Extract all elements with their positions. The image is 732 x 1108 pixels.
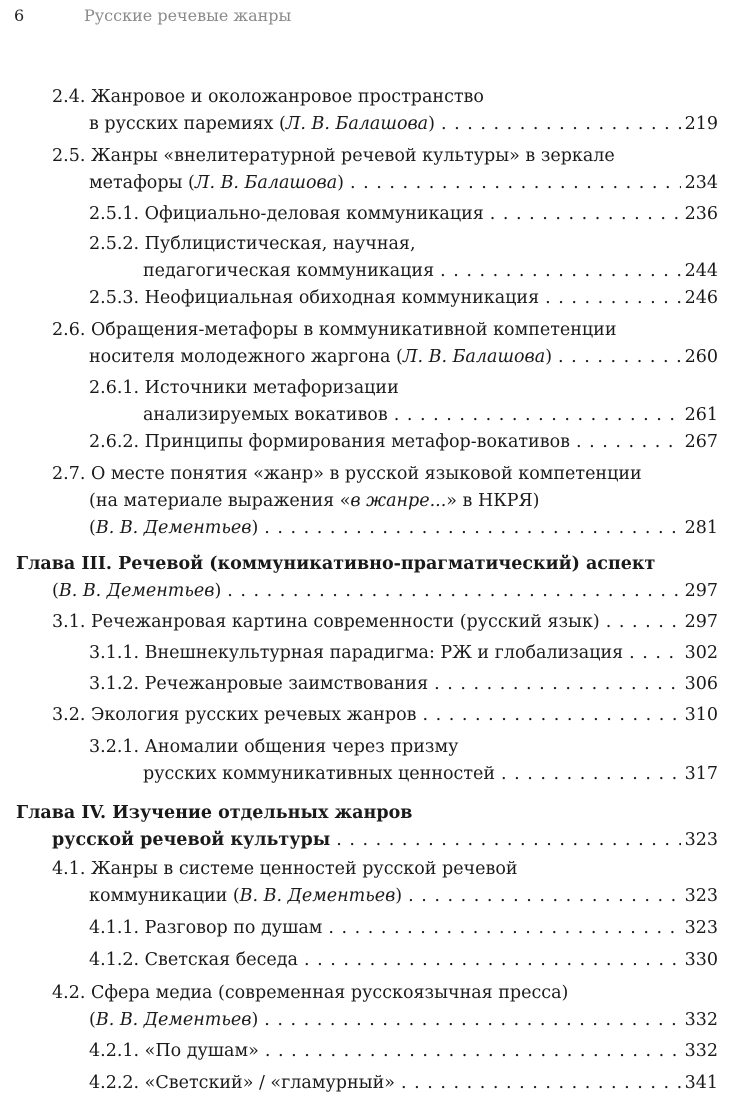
toc-entry-2-6-1[interactable]: [89, 375, 718, 429]
toc-entry-title: 4.1. Жанры в системе ценностей русской речевой: [52, 859, 518, 879]
author: Л. В. Балашова: [194, 173, 338, 193]
toc-entry-2-4[interactable]: [52, 84, 718, 138]
leader-dots: [490, 201, 681, 228]
toc-entry-title: 4.2.2. «Светский» / «гламурный»: [89, 1073, 395, 1093]
page-ref: 323: [684, 886, 718, 906]
leader-dots: [304, 947, 681, 974]
toc-entry-title: 2.7. О месте понятия «жанр» в русской языковой компетенции: [52, 464, 642, 484]
leader-dots: [264, 1007, 680, 1034]
toc-entry-title: 2.5.2. Публицистическая, научная,: [89, 234, 416, 254]
leader-dots: [629, 640, 680, 667]
page-ref: 260: [684, 347, 718, 367]
leader-dots: [606, 609, 681, 636]
toc-entry-title: 4.2. Сфера медиа (современная русскоязычная пресса): [52, 983, 569, 1003]
page-ref: 281: [684, 518, 718, 538]
leader-dots: [441, 111, 681, 138]
toc-entry-3-1-2[interactable]: [89, 671, 718, 698]
toc-entry-3-2-1[interactable]: [89, 734, 718, 788]
toc-entry-3-1-1[interactable]: [89, 640, 718, 667]
page-number: 6: [14, 6, 25, 25]
toc-entry-title: 3.2. Экология русских речевых жанров: [52, 705, 417, 725]
author: Л. В. Балашова: [402, 347, 546, 367]
toc-chapter-4[interactable]: [16, 800, 718, 854]
toc-entry-4-2[interactable]: [52, 980, 718, 1034]
toc-entry-title: 3.1. Речежанровая картина современности (русский язык): [52, 612, 600, 632]
author: В. В. Дементьев: [58, 581, 215, 601]
toc-entry-2-5-2[interactable]: [89, 231, 718, 285]
toc-entry-2-6-2[interactable]: [89, 429, 718, 456]
running-head: Русские речевые жанры: [84, 6, 292, 25]
toc-entry-2-7[interactable]: [52, 461, 718, 542]
leader-dots: [408, 883, 680, 910]
toc-entry-4-2-1[interactable]: [89, 1038, 718, 1065]
toc-entry-title: 2.4. Жанровое и околожанровое пространство: [52, 87, 484, 107]
page-ref: 332: [684, 1041, 718, 1061]
toc-entry-3-1[interactable]: [52, 609, 718, 636]
page-ref: 341: [684, 1073, 718, 1093]
page-ref: 236: [684, 204, 718, 224]
leader-dots: [350, 170, 681, 197]
leader-dots: [328, 915, 680, 942]
toc-entry-title-cont: русских коммуникативных ценностей: [143, 764, 496, 784]
page-ref: 267: [684, 432, 718, 452]
toc-entry-title-cont: анализируемых вокативов: [143, 405, 388, 425]
toc-entry-author-line: (В. В. Дементьев): [89, 1010, 259, 1030]
leader-dots: [501, 761, 681, 788]
leader-dots: [558, 344, 681, 371]
toc-entry-4-2-2[interactable]: [89, 1070, 718, 1097]
page-ref: 297: [684, 581, 718, 601]
toc-entry-title: 2.6.1. Источники метафоризации: [89, 378, 399, 398]
toc-entry-author-line: (В. В. Дементьев): [89, 518, 259, 538]
page-ref: 332: [684, 1010, 718, 1030]
toc-entry-title: 2.5.1. Официально-деловая коммуникация: [89, 204, 484, 224]
leader-dots: [401, 1070, 681, 1097]
author: В. В. Дементьев: [95, 1010, 252, 1030]
toc-entry-title: 2.6.2. Принципы формирования метафор-вокативов: [89, 432, 570, 452]
page-ref: 330: [684, 950, 718, 970]
author: В. В. Дементьев: [95, 518, 252, 538]
page-ref: 244: [684, 261, 718, 281]
page-ref: 297: [684, 612, 718, 632]
toc-entry-title: 2.6. Обращения-метафоры в коммуникативной компетенции: [52, 320, 617, 340]
toc-entry-title-cont: метафоры (Л. В. Балашова): [89, 173, 344, 193]
leader-dots: [440, 258, 680, 285]
toc-entry-title-cont: (на материале выражения «в жанре...» в НКРЯ): [89, 491, 540, 511]
leader-dots: [264, 515, 680, 542]
toc-entry-2-5[interactable]: [52, 143, 718, 197]
quoted-phrase: в жанре...: [350, 491, 447, 511]
page-ref: 310: [684, 705, 718, 725]
toc-entry-title: 3.1.1. Внешнекультурная парадигма: РЖ и глобализация: [89, 643, 624, 663]
toc-entry-title: 3.2.1. Аномалии общения через призму: [89, 737, 459, 757]
chapter-title: Глава III. Речевой (коммуникативно-прагматический) аспект: [16, 554, 656, 574]
page-ref: 306: [684, 674, 718, 694]
page-ref: 323: [684, 918, 718, 938]
toc-entry-title-cont: коммуникации (В. В. Дементьев): [89, 886, 403, 906]
toc-entry-title: 2.5.3. Неофициальная обиходная коммуникация: [89, 288, 540, 308]
toc-entry-2-6[interactable]: [52, 317, 718, 371]
page-ref: 261: [684, 405, 718, 425]
leader-dots: [423, 702, 681, 729]
toc-entry-author-line: (В. В. Дементьев): [52, 581, 222, 601]
toc-entry-title: 4.2.1. «По душам»: [89, 1041, 259, 1061]
page-ref: 317: [684, 764, 718, 784]
leader-dots: [265, 1038, 681, 1065]
toc-chapter-3[interactable]: [16, 551, 718, 605]
page-ref: 234: [684, 173, 718, 193]
leader-dots: [394, 402, 681, 429]
toc-entry-2-5-3[interactable]: [89, 285, 718, 312]
author: В. В. Дементьев: [239, 886, 396, 906]
chapter-title: Глава IV. Изучение отдельных жанров: [16, 803, 413, 823]
toc-entry-title: 2.5. Жанры «внелитературной речевой культуры» в зеркале: [52, 146, 615, 166]
leader-dots: [336, 827, 680, 854]
toc-entry-title: 4.1.1. Разговор по душам: [89, 918, 323, 938]
leader-dots: [434, 671, 680, 698]
toc-entry-4-1-1[interactable]: [89, 915, 718, 942]
leader-dots: [576, 429, 681, 456]
toc-entry-3-2[interactable]: [52, 702, 718, 729]
chapter-title-cont: русской речевой культуры: [52, 830, 331, 850]
page-ref: 323: [684, 830, 718, 850]
toc-entry-4-1-2[interactable]: [89, 947, 718, 974]
toc-entry-title-cont: педагогическая коммуникация: [143, 261, 435, 281]
leader-dots: [545, 285, 680, 312]
toc-entry-title-cont: в русских паремиях (Л. В. Балашова): [89, 114, 435, 134]
toc-entry-title-cont: носителя молодежного жаргона (Л. В. Балашова): [89, 347, 553, 367]
page-ref: 219: [684, 114, 718, 134]
toc-entry-4-1[interactable]: [52, 856, 718, 910]
leader-dots: [227, 578, 680, 605]
author: Л. В. Балашова: [285, 114, 429, 134]
toc-entry-title: 3.1.2. Речежанровые заимствования: [89, 674, 429, 694]
page-ref: 302: [684, 643, 718, 663]
page-ref: 246: [684, 288, 718, 308]
toc-entry-2-5-1[interactable]: [89, 201, 718, 228]
toc-entry-title: 4.1.2. Светская беседа: [89, 950, 298, 970]
